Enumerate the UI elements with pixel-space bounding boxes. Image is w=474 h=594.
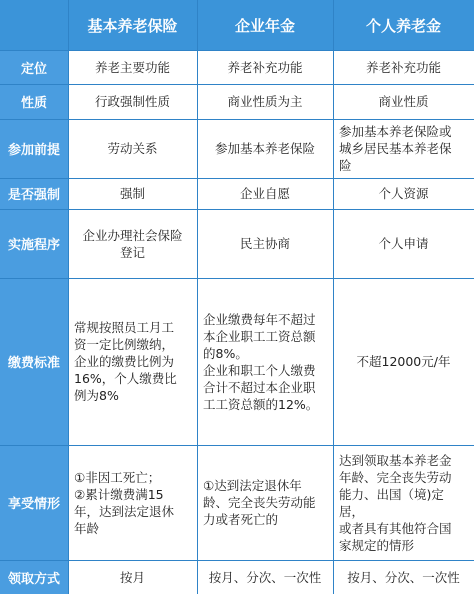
- table-cell: 按月、分次、一次性: [197, 560, 333, 594]
- table-cell: 个人申请: [333, 209, 474, 278]
- table-cell: ①非因工死亡； ②累计缴费满15 年，达到法定退休 年龄: [68, 445, 197, 560]
- table-cell: 企业缴费每年不超过 本企业职工工资总额 的8%。 企业和职工个人缴费 合计不超过本企业职 工工资总额的12%。: [197, 278, 333, 445]
- row-label: 是否强制: [0, 178, 68, 209]
- grid-line-horizontal: [0, 560, 474, 561]
- table-cell: 参加基本养老保险: [197, 119, 333, 178]
- grid-line-horizontal: [0, 209, 474, 210]
- row-label: 性质: [0, 84, 68, 119]
- table-cell: 个人资源: [333, 178, 474, 209]
- grid-line-horizontal: [0, 178, 474, 179]
- grid-line-horizontal: [0, 50, 474, 51]
- row-label: 定位: [0, 50, 68, 84]
- table-cell: 企业办理社会保险 登记: [68, 209, 197, 278]
- table-cell: 达到领取基本养老金 年龄、完全丧失劳动 能力、出国（境)定居， 或者具有其他符合国 家规定的情形: [333, 445, 474, 560]
- grid-line-horizontal: [0, 278, 474, 279]
- grid-line-vertical: [68, 0, 69, 594]
- row-label: 实施程序: [0, 209, 68, 278]
- table-cell: 民主协商: [197, 209, 333, 278]
- table-cell: 强制: [68, 178, 197, 209]
- table-cell: 养老补充功能: [333, 50, 474, 84]
- table-cell: 商业性质为主: [197, 84, 333, 119]
- table-cell: 企业自愿: [197, 178, 333, 209]
- header-basic-pension: 基本养老保险: [68, 0, 197, 50]
- table-cell: 按月: [68, 560, 197, 594]
- header-enterprise-annuity: 企业年金: [197, 0, 333, 50]
- table-cell: 商业性质: [333, 84, 474, 119]
- table-cell: ①达到法定退休年 龄、完全丧失劳动能 力或者死亡的: [197, 445, 333, 560]
- grid-line-horizontal: [0, 445, 474, 446]
- table-cell: 不超12000元/年: [333, 278, 474, 445]
- table-cell: 行政强制性质: [68, 84, 197, 119]
- header-personal-pension: 个人养老金: [333, 0, 474, 50]
- table-cell: 养老主要功能: [68, 50, 197, 84]
- table-cell: 养老补充功能: [197, 50, 333, 84]
- row-label: 享受情形: [0, 445, 68, 560]
- grid-line-horizontal: [0, 119, 474, 120]
- row-label: 参加前提: [0, 119, 68, 178]
- grid-line-horizontal: [0, 84, 474, 85]
- header-corner: [0, 0, 68, 50]
- table-cell: 劳动关系: [68, 119, 197, 178]
- row-label: 领取方式: [0, 560, 68, 594]
- grid-line-vertical: [197, 0, 198, 594]
- table-cell: 参加基本养老保险或 城乡居民基本养老保 险: [333, 119, 474, 178]
- table-cell: 按月、分次、一次性: [333, 560, 474, 594]
- grid-line-vertical: [333, 0, 334, 594]
- table-cell: 常规按照员工月工 资一定比例缴纳， 企业的缴费比例为 16%，个人缴费比 例为8%: [68, 278, 197, 445]
- row-label: 缴费标准: [0, 278, 68, 445]
